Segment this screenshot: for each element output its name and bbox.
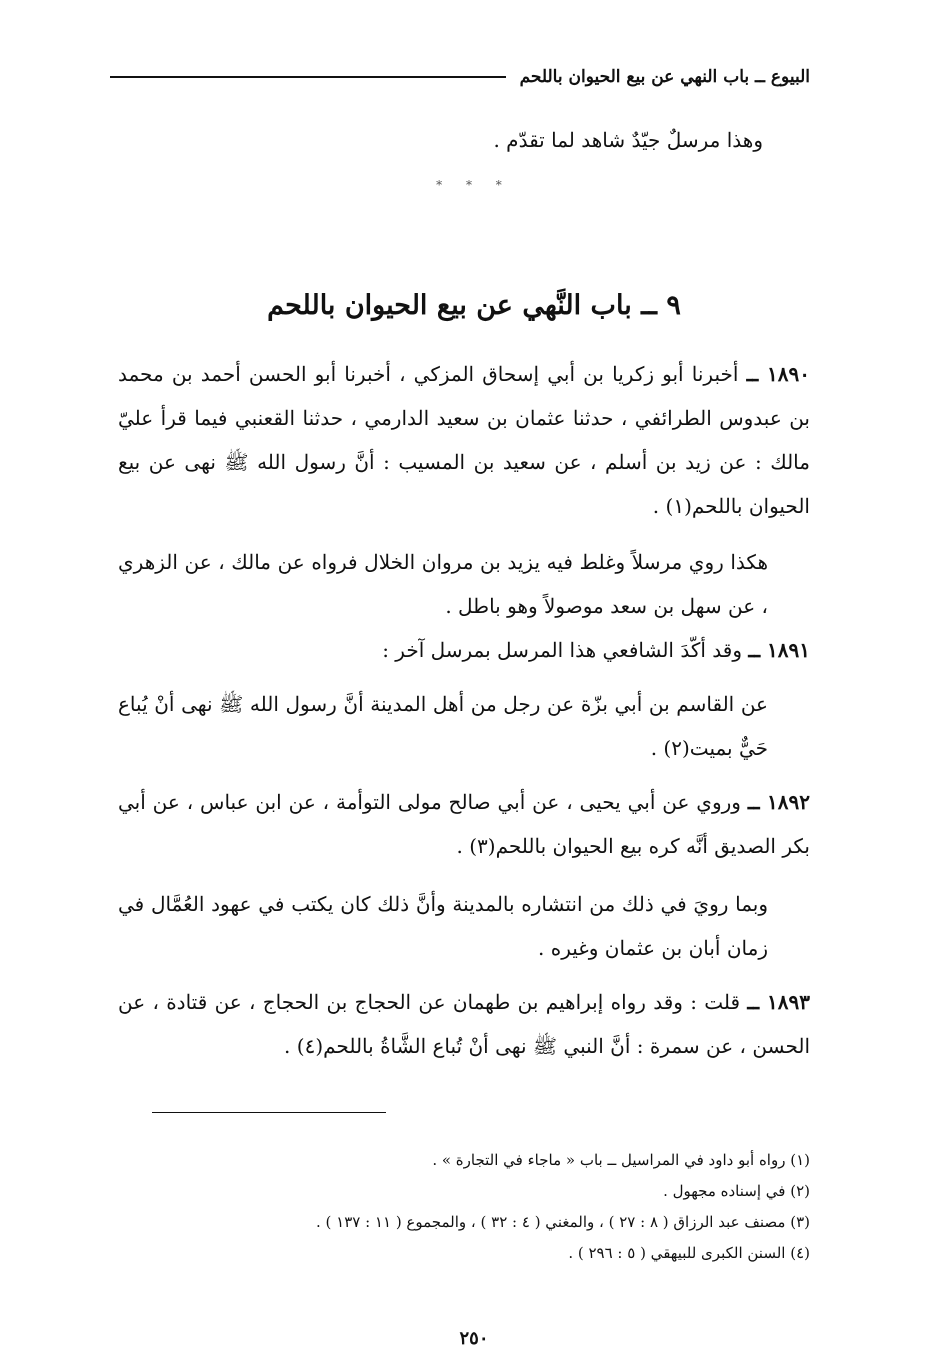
running-header: [110, 62, 810, 92]
footnote: (٤) السنن الكبرى للبيهقي ( ٥ : ٢٩٦ ) .: [568, 1244, 810, 1262]
footnote-rule: [152, 1112, 386, 1113]
hadith-number: ١٨٩٠ ــ: [746, 362, 811, 386]
hadith-1891: [118, 628, 810, 672]
hadith-1892: [118, 780, 810, 868]
hadith-text: وروي عن أبي يحيى ، عن أبي صالح مولى التوأمة ، عن ابن عباس ، عن أبي بكر الصديق أنَّه كره بيع الحيوان باللحم(٣) .: [118, 790, 810, 858]
commentary-paragraph: هكذا روي مرسلاً وغلط فيه يزيد بن مروان الخلال فرواه عن مالك ، عن الزهري ، عن سهل بن سعد موصولاً وهو باطل .: [118, 550, 768, 618]
footnote: (٣) مصنف عبد الرزاق ( ٨ : ٢٧ ) ، والمغني ( ٤ : ٣٢ ) ، والمجموع ( ١١ : ١٣٧ ) .: [316, 1213, 810, 1231]
hadith-number: ١٨٩٢ ــ: [747, 790, 810, 814]
hadith-1893: [118, 980, 810, 1068]
running-header-title: البيوع ــ باب النهي عن بيع الحيوان باللحم: [519, 67, 810, 87]
chapter-title: ٩ ــ باب النَّهي عن بيع الحيوان باللحم: [267, 290, 681, 321]
hadith-number: ١٨٩١ ــ: [748, 638, 810, 662]
hadith-text: أخبرنا أبو زكريا بن أبي إسحاق المزكي ، أخبرنا أبو الحسن أحمد بن محمد بن عبدوس الطرائفي ، حدثنا عثمان بن سعيد الدارمي ، حدثنا القعنبي فيما قرأ عليّ مالك : عن زيد بن أسلم ، عن سعيد بن المسيب : أنَّ رسول الله ﷺ نهى عن بيع الحيوان باللحم(١) .: [118, 362, 810, 518]
hadith-text: وقد أكّدَ الشافعي هذا المرسل بمرسل آخر :: [382, 638, 742, 662]
footnote: (٢) في إسناده مجهول .: [663, 1182, 810, 1200]
hadith-number: ١٨٩٣ ــ: [747, 990, 810, 1014]
header-rule: [110, 76, 506, 78]
narration-paragraph: عن القاسم بن أبي بزّة عن رجل من أهل المدينة أنَّ رسول الله ﷺ نهى أنْ يُباع حَيٌّ بميت(٢) .: [118, 692, 768, 760]
footnote: (١) رواه أبو داود في المراسيل ــ باب « ماجاء في التجارة » .: [432, 1151, 810, 1169]
hadith-1890: [118, 352, 810, 528]
commentary-paragraph: وبما رويَ في ذلك من انتشاره بالمدينة وأنَّ ذلك كان يكتب في عهود العُمَّال في زمان أبان بن عثمان وغيره .: [118, 892, 768, 960]
intro-line: وهذا مرسلٌ جيّدٌ شاهد لما تقدّم .: [493, 128, 763, 152]
footnotes: [150, 1145, 810, 1269]
page-number: ٢٥٠: [459, 1328, 489, 1349]
hadith-text: قلت : وقد رواه إبراهيم بن طهمان عن الحجاج بن الحجاج ، عن قتادة ، عن الحسن ، عن سمرة : أنَّ النبي ﷺ نهى أنْ تُباع الشَّاةُ باللحم(٤) .: [118, 990, 810, 1058]
section-separator: * * *: [436, 178, 512, 192]
